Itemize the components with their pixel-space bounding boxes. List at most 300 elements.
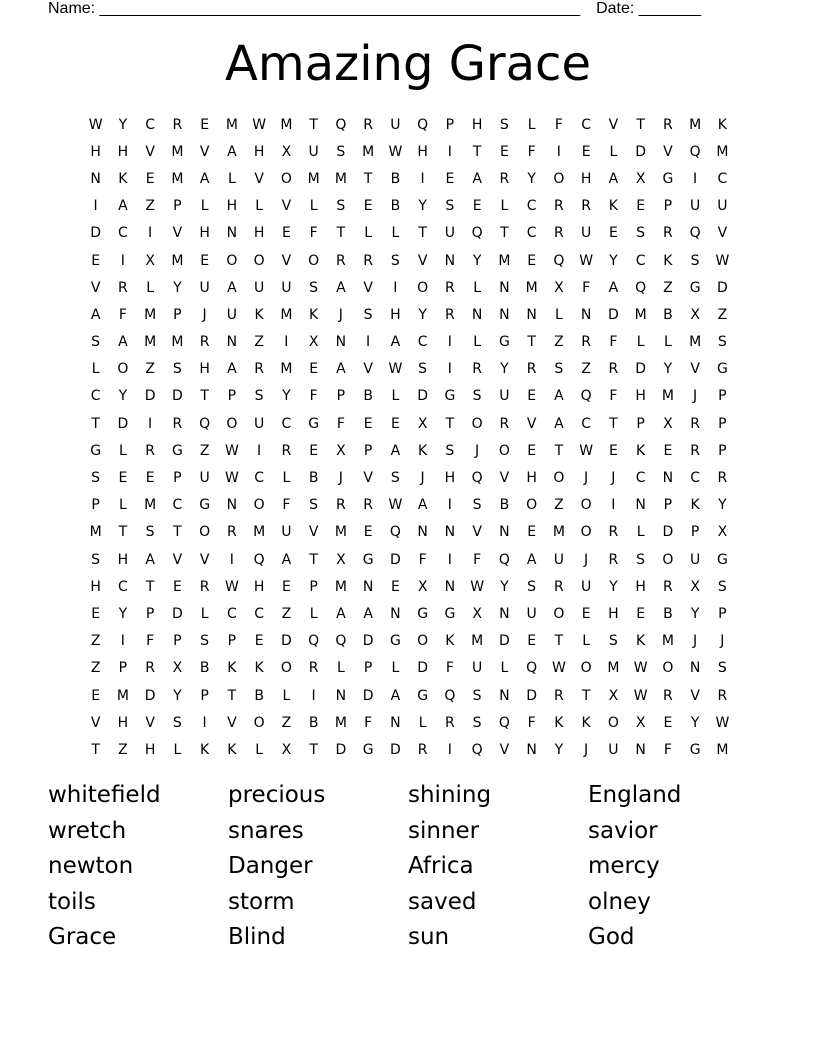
grid-letter[interactable]: Z [554,334,564,351]
grid-letter[interactable]: E [91,687,101,704]
grid-letter[interactable]: F [146,633,155,650]
grid-letter[interactable]: N [499,687,510,704]
grid-letter[interactable]: G [498,334,510,351]
grid-letter[interactable]: Q [471,470,483,487]
grid-letter[interactable]: R [499,170,510,187]
grid-letter[interactable]: R [663,687,673,704]
grid-letter[interactable]: D [526,687,538,704]
grid-letter[interactable]: P [173,306,182,323]
grid-letter[interactable]: A [227,143,237,160]
grid-letter[interactable]: E [363,415,373,432]
grid-letter[interactable]: H [580,170,592,187]
grid-letter[interactable]: R [581,198,591,215]
grid-letter[interactable]: L [391,388,400,405]
grid-letter[interactable]: R [417,741,428,758]
grid-letter[interactable]: A [118,198,128,215]
grid-letter[interactable]: G [662,170,674,187]
grid-letter[interactable]: S [336,198,346,215]
grid-letter[interactable]: L [391,660,400,677]
grid-letter[interactable]: J [611,470,616,487]
grid-letter[interactable]: A [199,170,210,187]
grid-letter[interactable]: S [472,687,482,704]
grid-letter[interactable]: U [472,660,483,677]
grid-letter[interactable]: O [417,279,429,296]
grid-letter[interactable]: V [145,714,155,731]
grid-letter[interactable]: S [445,198,455,215]
grid-letter[interactable]: J [693,388,698,405]
grid-letter[interactable]: E [390,578,400,595]
grid-letter[interactable]: N [444,578,456,595]
grid-letter[interactable]: T [554,633,564,650]
grid-letter[interactable]: R [254,361,264,378]
grid-letter[interactable]: O [526,497,538,514]
grid-letter[interactable]: B [254,687,264,704]
grid-letter[interactable]: G [417,687,429,704]
grid-letter[interactable]: I [202,714,207,731]
grid-letter[interactable]: D [280,633,292,650]
grid-letter[interactable]: M [661,633,674,650]
grid-letter[interactable]: W [388,143,403,160]
grid-letter[interactable]: W [633,660,648,677]
grid-letter[interactable]: E [281,225,291,242]
grid-letter[interactable]: D [144,687,156,704]
grid-letter[interactable]: N [526,306,537,323]
grid-letter[interactable]: O [280,170,292,187]
grid-letter[interactable]: Z [281,714,292,731]
grid-letter[interactable]: Y [527,170,536,187]
grid-letter[interactable]: D [90,225,102,242]
grid-letter[interactable]: O [498,442,510,459]
grid-letter[interactable]: V [281,198,292,215]
grid-letter[interactable]: K [690,497,700,514]
grid-letter[interactable]: P [227,633,237,650]
grid-letter[interactable]: E [118,470,128,487]
grid-letter[interactable]: V [472,524,482,541]
grid-letter[interactable]: P [445,116,455,133]
grid-letter[interactable]: V [227,714,237,731]
grid-letter[interactable]: L [473,334,482,351]
grid-letter[interactable]: B [499,497,510,514]
grid-letter[interactable]: J [475,442,480,459]
grid-letter[interactable]: E [527,442,537,459]
grid-letter[interactable]: R [472,361,482,378]
grid-letter[interactable]: K [608,198,618,215]
grid-letter[interactable]: X [308,334,319,351]
grid-letter[interactable]: D [716,279,728,296]
grid-letter[interactable]: O [226,252,238,269]
grid-letter[interactable]: X [635,714,646,731]
grid-letter[interactable]: R [199,334,210,351]
grid-letter[interactable]: T [145,578,155,595]
grid-letter[interactable]: E [309,361,319,378]
grid-letter[interactable]: J [584,741,589,758]
grid-letter[interactable]: E [499,143,509,160]
grid-letter[interactable]: M [607,660,620,677]
grid-letter[interactable]: R [608,524,619,541]
grid-letter[interactable]: W [551,660,566,677]
grid-letter[interactable]: W [579,252,594,269]
grid-letter[interactable]: I [447,551,452,568]
grid-letter[interactable]: Y [663,361,673,378]
grid-letter[interactable]: V [172,225,183,242]
grid-letter[interactable]: W [224,470,239,487]
grid-letter[interactable]: J [720,633,725,650]
grid-letter[interactable]: Q [553,252,565,269]
grid-letter[interactable]: S [717,578,727,595]
grid-letter[interactable]: H [199,225,210,242]
grid-letter[interactable]: A [227,279,237,296]
grid-letter[interactable]: N [390,714,401,731]
grid-letter[interactable]: R [336,252,346,269]
grid-letter[interactable]: C [254,470,265,487]
grid-letter[interactable]: A [554,415,564,432]
grid-letter[interactable]: E [636,605,646,622]
grid-letter[interactable]: S [608,633,618,650]
grid-letter[interactable]: S [554,361,564,378]
grid-letter[interactable]: L [364,225,373,242]
grid-letter[interactable]: O [553,605,565,622]
grid-letter[interactable]: F [582,279,591,296]
grid-letter[interactable]: F [527,143,536,160]
grid-letter[interactable]: H [144,741,156,758]
grid-letter[interactable]: Q [498,551,510,568]
grid-letter[interactable]: U [526,605,537,622]
grid-letter[interactable]: D [144,388,156,405]
grid-letter[interactable]: Q [498,714,510,731]
grid-letter[interactable]: Y [609,252,618,269]
grid-letter[interactable]: U [281,279,292,296]
grid-letter[interactable]: F [609,334,618,351]
grid-letter[interactable]: Y [418,306,427,323]
grid-letter[interactable]: V [608,116,619,133]
grid-letter[interactable]: G [716,361,728,378]
grid-letter[interactable]: L [636,524,645,541]
grid-letter[interactable]: O [199,524,211,541]
grid-letter[interactable]: S [636,225,646,242]
grid-letter[interactable]: C [417,334,428,351]
grid-letter[interactable]: H [417,143,428,160]
grid-letter[interactable]: N [635,497,646,514]
grid-letter[interactable]: R [717,687,728,704]
grid-letter[interactable]: C [635,470,646,487]
grid-letter[interactable]: Q [444,687,456,704]
grid-letter[interactable]: X [608,687,619,704]
grid-letter[interactable]: M [307,170,320,187]
grid-letter[interactable]: U [199,470,210,487]
grid-letter[interactable]: L [227,170,236,187]
grid-letter[interactable]: N [226,334,238,351]
grid-letter[interactable]: T [91,741,100,758]
grid-letter[interactable]: Y [500,361,509,378]
grid-letter[interactable]: O [280,660,292,677]
grid-letter[interactable]: X [690,306,700,323]
grid-letter[interactable]: Y [118,605,128,622]
grid-letter[interactable]: A [554,388,564,405]
grid-letter[interactable]: D [171,605,183,622]
grid-letter[interactable]: V [281,252,292,269]
grid-letter[interactable]: R [690,415,700,432]
grid-letter[interactable]: S [717,334,727,351]
grid-letter[interactable]: O [553,470,565,487]
grid-letter[interactable]: R [172,415,183,432]
grid-letter[interactable]: U [254,415,265,432]
grid-letter[interactable]: K [663,252,673,269]
grid-letter[interactable]: S [472,714,482,731]
grid-letter[interactable]: M [280,306,293,323]
grid-letter[interactable]: V [526,415,537,432]
grid-letter[interactable]: R [554,578,564,595]
grid-letter[interactable]: L [200,198,209,215]
grid-letter[interactable]: H [226,198,238,215]
grid-letter[interactable]: L [663,334,672,351]
grid-letter[interactable]: S [445,442,455,459]
grid-letter[interactable]: M [89,524,102,541]
grid-letter[interactable]: D [635,143,647,160]
grid-letter[interactable]: I [93,198,98,215]
grid-letter[interactable]: X [336,442,346,459]
grid-letter[interactable]: K [636,442,646,459]
grid-letter[interactable]: V [363,361,373,378]
grid-letter[interactable]: C [117,578,128,595]
grid-letter[interactable]: N [471,306,483,323]
grid-letter[interactable]: G [417,605,429,622]
grid-letter[interactable]: I [447,497,452,514]
grid-letter[interactable]: C [690,470,701,487]
grid-letter[interactable]: R [581,334,591,351]
grid-letter[interactable]: K [200,741,210,758]
grid-letter[interactable]: V [499,741,510,758]
grid-letter[interactable]: T [554,442,564,459]
grid-letter[interactable]: H [90,578,101,595]
grid-letter[interactable]: B [308,470,319,487]
grid-letter[interactable]: K [418,442,428,459]
grid-letter[interactable]: J [338,306,343,323]
grid-letter[interactable]: P [173,633,182,650]
grid-letter[interactable]: E [172,578,182,595]
grid-letter[interactable]: E [527,524,537,541]
grid-letter[interactable]: V [199,143,210,160]
grid-letter[interactable]: X [690,578,700,595]
grid-letter[interactable]: A [390,334,401,351]
grid-letter[interactable]: T [173,524,182,541]
grid-letter[interactable]: D [417,388,429,405]
grid-letter[interactable]: Q [689,143,701,160]
grid-letter[interactable]: A [608,279,619,296]
grid-letter[interactable]: S [499,116,509,133]
grid-letter[interactable]: J [338,470,343,487]
grid-letter[interactable]: P [336,388,346,405]
grid-letter[interactable]: M [471,633,484,650]
grid-letter[interactable]: M [334,170,347,187]
grid-letter[interactable]: P [363,442,373,459]
grid-letter[interactable]: T [363,170,373,187]
grid-letter[interactable]: P [173,198,182,215]
grid-letter[interactable]: T [91,415,100,432]
grid-letter[interactable]: Z [281,605,292,622]
grid-letter[interactable]: P [145,605,155,622]
grid-letter[interactable]: L [636,334,645,351]
grid-letter[interactable]: R [663,225,673,242]
grid-letter[interactable]: G [90,442,102,459]
grid-letter[interactable]: L [473,279,482,296]
grid-letter[interactable]: S [309,279,319,296]
grid-letter[interactable]: K [636,633,646,650]
grid-letter[interactable]: W [224,578,239,595]
grid-letter[interactable]: N [662,470,674,487]
grid-letter[interactable]: S [717,660,727,677]
grid-letter[interactable]: V [690,687,700,704]
grid-letter[interactable]: B [390,170,401,187]
grid-letter[interactable]: S [91,551,101,568]
grid-letter[interactable]: E [254,633,264,650]
grid-letter[interactable]: V [690,361,700,378]
grid-letter[interactable]: R [445,714,455,731]
grid-letter[interactable]: K [254,660,264,677]
grid-letter[interactable]: R [554,198,564,215]
grid-letter[interactable]: D [335,741,347,758]
grid-letter[interactable]: C [172,497,183,514]
grid-letter[interactable]: I [257,442,262,459]
grid-letter[interactable]: S [145,524,155,541]
grid-letter[interactable]: O [253,714,265,731]
grid-letter[interactable]: R [363,252,373,269]
grid-letter[interactable]: E [527,633,537,650]
grid-letter[interactable]: M [116,687,129,704]
grid-letter[interactable]: K [118,170,128,187]
grid-letter[interactable]: P [173,470,182,487]
grid-letter[interactable]: N [335,334,347,351]
grid-letter[interactable]: F [473,551,482,568]
grid-letter[interactable]: R [554,225,564,242]
grid-letter[interactable]: Z [199,442,210,459]
grid-letter[interactable]: M [144,334,157,351]
grid-letter[interactable]: O [471,415,483,432]
grid-letter[interactable]: D [417,660,429,677]
grid-letter[interactable]: G [308,415,320,432]
grid-letter[interactable]: E [472,198,482,215]
grid-letter[interactable]: N [580,306,592,323]
grid-letter[interactable]: D [362,687,374,704]
grid-letter[interactable]: Y [118,388,128,405]
grid-letter[interactable]: M [498,252,511,269]
grid-letter[interactable]: Q [308,633,320,650]
grid-letter[interactable]: M [334,714,347,731]
grid-letter[interactable]: N [444,252,456,269]
grid-letter[interactable]: K [227,660,237,677]
grid-letter[interactable]: W [388,361,403,378]
grid-letter[interactable]: W [470,578,485,595]
grid-letter[interactable]: U [581,578,592,595]
grid-letter[interactable]: T [118,524,128,541]
grid-letter[interactable]: R [445,306,455,323]
grid-letter[interactable]: E [581,605,591,622]
grid-letter[interactable]: F [364,714,373,731]
grid-letter[interactable]: F [418,551,427,568]
grid-letter[interactable]: Q [417,116,429,133]
grid-letter[interactable]: Z [90,633,101,650]
grid-letter[interactable]: O [253,497,265,514]
grid-letter[interactable]: O [662,660,674,677]
grid-letter[interactable]: D [389,741,401,758]
grid-letter[interactable]: M [362,143,375,160]
grid-letter[interactable]: E [390,415,400,432]
grid-letter[interactable]: S [200,633,210,650]
grid-letter[interactable]: R [145,660,155,677]
grid-letter[interactable]: S [91,334,101,351]
grid-letter[interactable]: Z [118,741,128,758]
grid-letter[interactable]: N [226,497,238,514]
grid-letter[interactable]: S [91,470,101,487]
grid-letter[interactable]: R [227,524,237,541]
grid-letter[interactable]: A [417,497,428,514]
grid-letter[interactable]: H [390,306,401,323]
grid-letter[interactable]: U [690,198,701,215]
grid-letter[interactable]: T [309,551,318,568]
grid-letter[interactable]: O [553,170,565,187]
grid-letter[interactable]: O [226,415,238,432]
grid-letter[interactable]: S [418,361,428,378]
grid-letter[interactable]: M [280,361,293,378]
grid-letter[interactable]: W [715,252,730,269]
grid-letter[interactable]: I [420,170,425,187]
grid-letter[interactable]: L [146,279,155,296]
grid-letter[interactable]: V [417,252,428,269]
grid-letter[interactable]: C [90,388,101,405]
grid-letter[interactable]: H [471,116,483,133]
grid-letter[interactable]: E [663,442,673,459]
grid-letter[interactable]: S [172,714,182,731]
grid-letter[interactable]: M [634,306,647,323]
grid-letter[interactable]: C [581,116,592,133]
grid-letter[interactable]: Q [199,415,211,432]
grid-letter[interactable]: V [172,551,183,568]
grid-letter[interactable]: N [499,524,510,541]
grid-letter[interactable]: N [444,524,456,541]
grid-letter[interactable]: M [661,388,674,405]
grid-letter[interactable]: P [636,415,645,432]
grid-letter[interactable]: V [363,470,373,487]
grid-letter[interactable]: X [554,279,564,296]
grid-letter[interactable]: Z [90,660,101,677]
grid-letter[interactable]: N [362,578,374,595]
grid-letter[interactable]: I [311,687,316,704]
grid-letter[interactable]: P [718,388,727,405]
grid-letter[interactable]: C [635,252,646,269]
grid-letter[interactable]: A [336,361,346,378]
date-field-label[interactable]: Date: _______ [596,0,702,17]
grid-letter[interactable]: T [200,388,209,405]
grid-letter[interactable]: R [308,660,319,677]
grid-letter[interactable]: L [282,687,291,704]
grid-letter[interactable]: P [663,198,673,215]
grid-letter[interactable]: I [393,279,398,296]
grid-letter[interactable]: R [199,578,210,595]
grid-letter[interactable]: Q [689,225,701,242]
grid-letter[interactable]: B [308,714,319,731]
grid-letter[interactable]: C [526,198,537,215]
grid-letter[interactable]: Q [471,225,483,242]
grid-letter[interactable]: E [200,116,210,133]
grid-letter[interactable]: Y [118,116,128,133]
grid-letter[interactable]: U [226,306,237,323]
grid-letter[interactable]: X [145,252,155,269]
grid-letter[interactable]: I [148,225,153,242]
grid-letter[interactable]: E [608,442,618,459]
grid-letter[interactable]: X [172,660,183,677]
grid-letter[interactable]: I [120,252,125,269]
grid-letter[interactable]: A [281,551,292,568]
grid-letter[interactable]: D [662,524,674,541]
